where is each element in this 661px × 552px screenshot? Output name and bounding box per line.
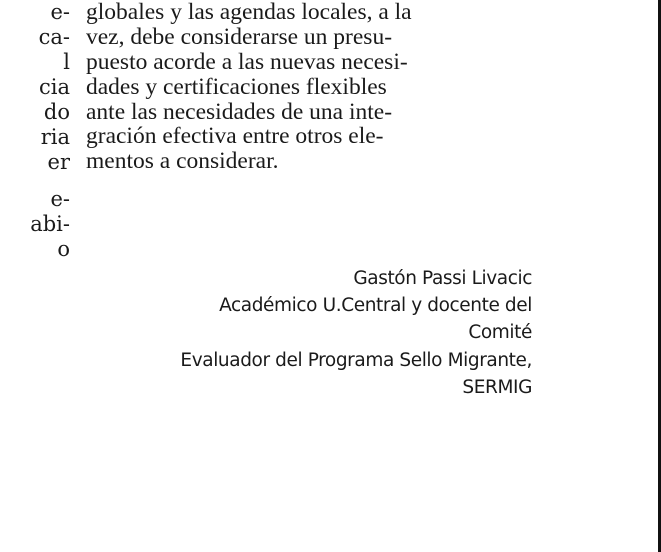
left-column-line: cia: [39, 75, 70, 99]
paragraph-line: mentos a considerar.: [86, 148, 279, 175]
left-column-line: abi-: [30, 212, 70, 236]
paragraph-line: vez, debe considerarse un presu-: [86, 23, 393, 50]
author-role: Académico U.Central y docente del: [219, 295, 532, 317]
left-column-fragment: [0, 0, 70, 262]
left-column-line: e-: [50, 0, 70, 24]
paragraph-line: dades y certificaciones flexibles: [86, 73, 387, 100]
author-signature: [90, 265, 532, 401]
author-role: Comité: [468, 322, 532, 344]
paragraph-line: globales y las agendas locales, a la: [86, 0, 412, 25]
left-column-line: ca-: [38, 25, 70, 49]
author-organization: SERMIG: [462, 376, 532, 398]
article-paragraph: [86, 0, 546, 174]
paragraph-line: gración efectiva entre otros ele-: [86, 123, 384, 150]
left-column-line: er: [47, 150, 70, 174]
left-column-line: e-: [50, 187, 70, 211]
left-column-line: do: [43, 100, 70, 124]
paragraph-line: ante las necesidades de una inte-: [86, 98, 393, 125]
author-name: Gastón Passi Livacic: [353, 268, 532, 289]
left-column-line: o: [57, 237, 70, 261]
author-role: Evaluador del Programa Sello Migrante,: [180, 349, 532, 371]
paragraph-line: puesto acorde a las nuevas necesi-: [86, 48, 408, 75]
left-column-line: ria: [40, 125, 70, 149]
left-column-line: l: [63, 50, 70, 74]
